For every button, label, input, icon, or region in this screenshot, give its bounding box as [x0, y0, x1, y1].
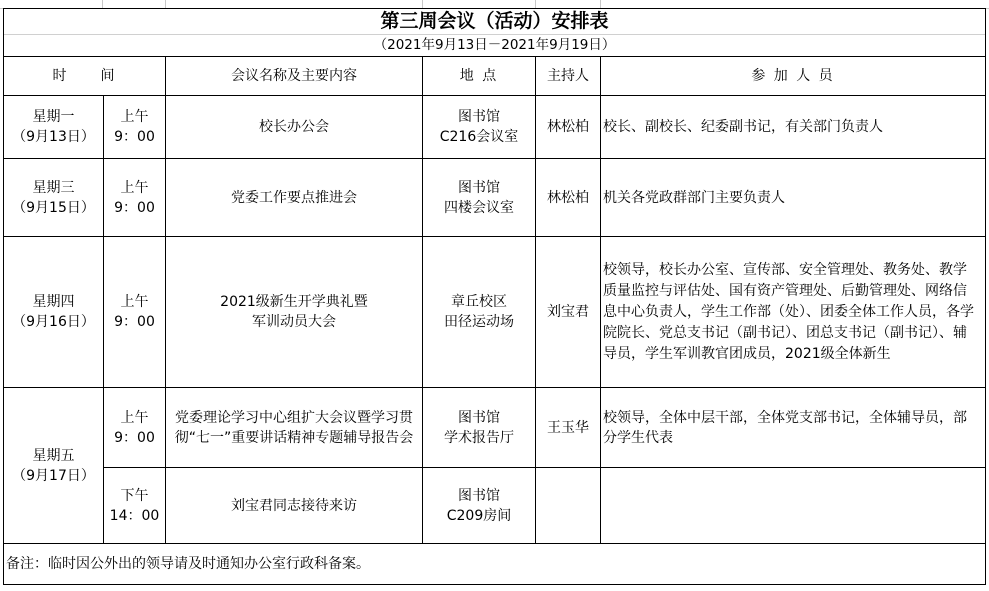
day-cell-friday: [4, 388, 103, 543]
time-label: 9：00: [114, 199, 155, 216]
time-cell: [104, 388, 165, 467]
date-label: （9月16日）: [12, 314, 95, 330]
table-border: [535, 56, 536, 544]
table-border: [3, 95, 986, 96]
day-label: 星期三: [32, 179, 75, 196]
period-label: 上午: [120, 109, 149, 125]
time-label: 14：00: [109, 507, 160, 524]
time-cell: [104, 237, 165, 387]
participants-text: 机关各党政群部门主要负责人: [603, 189, 785, 206]
host-name: 刘宝君: [547, 304, 589, 320]
date-range-subtitle: （2021年9月13日－2021年9月19日）: [373, 37, 616, 53]
period-label: 上午: [120, 179, 149, 196]
date-label: （9月13日）: [12, 129, 95, 145]
period-label: 上午: [120, 409, 149, 426]
day-label: 星期五: [32, 447, 75, 464]
header-participants: 参 加 人 员: [751, 68, 835, 84]
location-line: 学术报告厅: [444, 429, 514, 446]
table-border: [3, 387, 986, 388]
host-name: 王玉华: [547, 419, 589, 436]
location-line: 章丘校区: [451, 294, 507, 310]
location-line: 图书馆: [458, 409, 500, 426]
table-border: [3, 56, 986, 57]
header-host: 主持人: [547, 68, 589, 84]
host-name: 林松柏: [547, 119, 589, 135]
table-border: [3, 543, 986, 544]
table-border: [3, 584, 986, 585]
host-name: [536, 468, 600, 543]
table-border: [3, 236, 986, 237]
participants-text: 校长、副校长、纪委副书记，有关部门负责人: [603, 119, 883, 135]
time-cell: [104, 96, 165, 158]
header-meeting: 会议名称及主要内容: [231, 68, 357, 84]
table-border: [3, 158, 986, 159]
time-label: 9：00: [114, 314, 155, 330]
host-name: 林松柏: [547, 189, 589, 206]
time-cell: [104, 468, 165, 543]
page-title: 第三周会议（活动）安排表: [380, 10, 609, 32]
location-cell: [423, 159, 535, 236]
date-label: （9月17日）: [12, 467, 95, 484]
table-border: [3, 8, 986, 9]
footer-note: 备注：临时因公外出的领导请及时通知办公室行政科备案。: [6, 556, 370, 572]
meeting-line: 2021级新生开学典礼暨: [220, 294, 368, 310]
time-cell: [104, 159, 165, 236]
table-border: [600, 56, 601, 544]
table-border: [103, 467, 986, 468]
date-label: （9月15日）: [12, 199, 95, 216]
location-cell: [423, 468, 535, 543]
table-border: [4, 34, 985, 35]
participants-text: 校领导，全体中层干部，全体党支部书记，全体辅导员，部分学生代表: [603, 409, 967, 446]
meeting-name: 校长办公会: [259, 119, 329, 135]
location-line: C216会议室: [439, 129, 519, 145]
participants-text: 校领导，校长办公室、宣传部、安全管理处、教务处、教学质量监控与评估处、国有资产管理处、后勤管理处、网络信息中心负责人，学生工作部（处）、团委全体工作人员，各学院院长、党总支书记（副书记）、团总支书记（副书记）、辅导员，学生军训教官团成员，2021级全体新生: [603, 261, 974, 362]
participants-text: [602, 468, 984, 543]
location-line: 图书馆: [458, 109, 500, 125]
header-location: 地 点: [459, 68, 499, 84]
location-line: C209房间: [446, 507, 512, 524]
meeting-name: 党委工作要点推进会: [231, 189, 357, 206]
meeting-name: 刘宝君同志接待来访: [231, 497, 357, 514]
day-label: 星期四: [32, 294, 75, 310]
location-line: 四楼会议室: [444, 199, 514, 216]
meeting-name: 党委理论学习中心组扩大会议暨学习贯彻“七一”重要讲话精神专题辅导报告会: [174, 409, 414, 446]
time-label: 9：00: [114, 129, 155, 145]
location-cell: [423, 237, 535, 387]
location-cell: [423, 388, 535, 467]
day-label: 星期一: [32, 109, 75, 125]
meeting-line: 军训动员大会: [252, 314, 336, 330]
period-label: 下午: [120, 487, 149, 504]
meeting-name: [166, 237, 422, 387]
day-cell-thursday: [4, 237, 103, 387]
location-line: 田径运动场: [444, 314, 514, 330]
location-line: 图书馆: [458, 487, 500, 504]
day-cell-wednesday: [4, 159, 103, 236]
day-cell-monday: [4, 96, 103, 158]
time-label: 9：00: [114, 429, 155, 446]
location-line: 图书馆: [458, 179, 500, 196]
table-border: [165, 56, 166, 544]
table-border: [422, 56, 423, 544]
period-label: 上午: [120, 294, 149, 310]
location-cell: [423, 96, 535, 158]
header-time: 时 间: [52, 68, 117, 84]
table-border: [103, 95, 104, 544]
